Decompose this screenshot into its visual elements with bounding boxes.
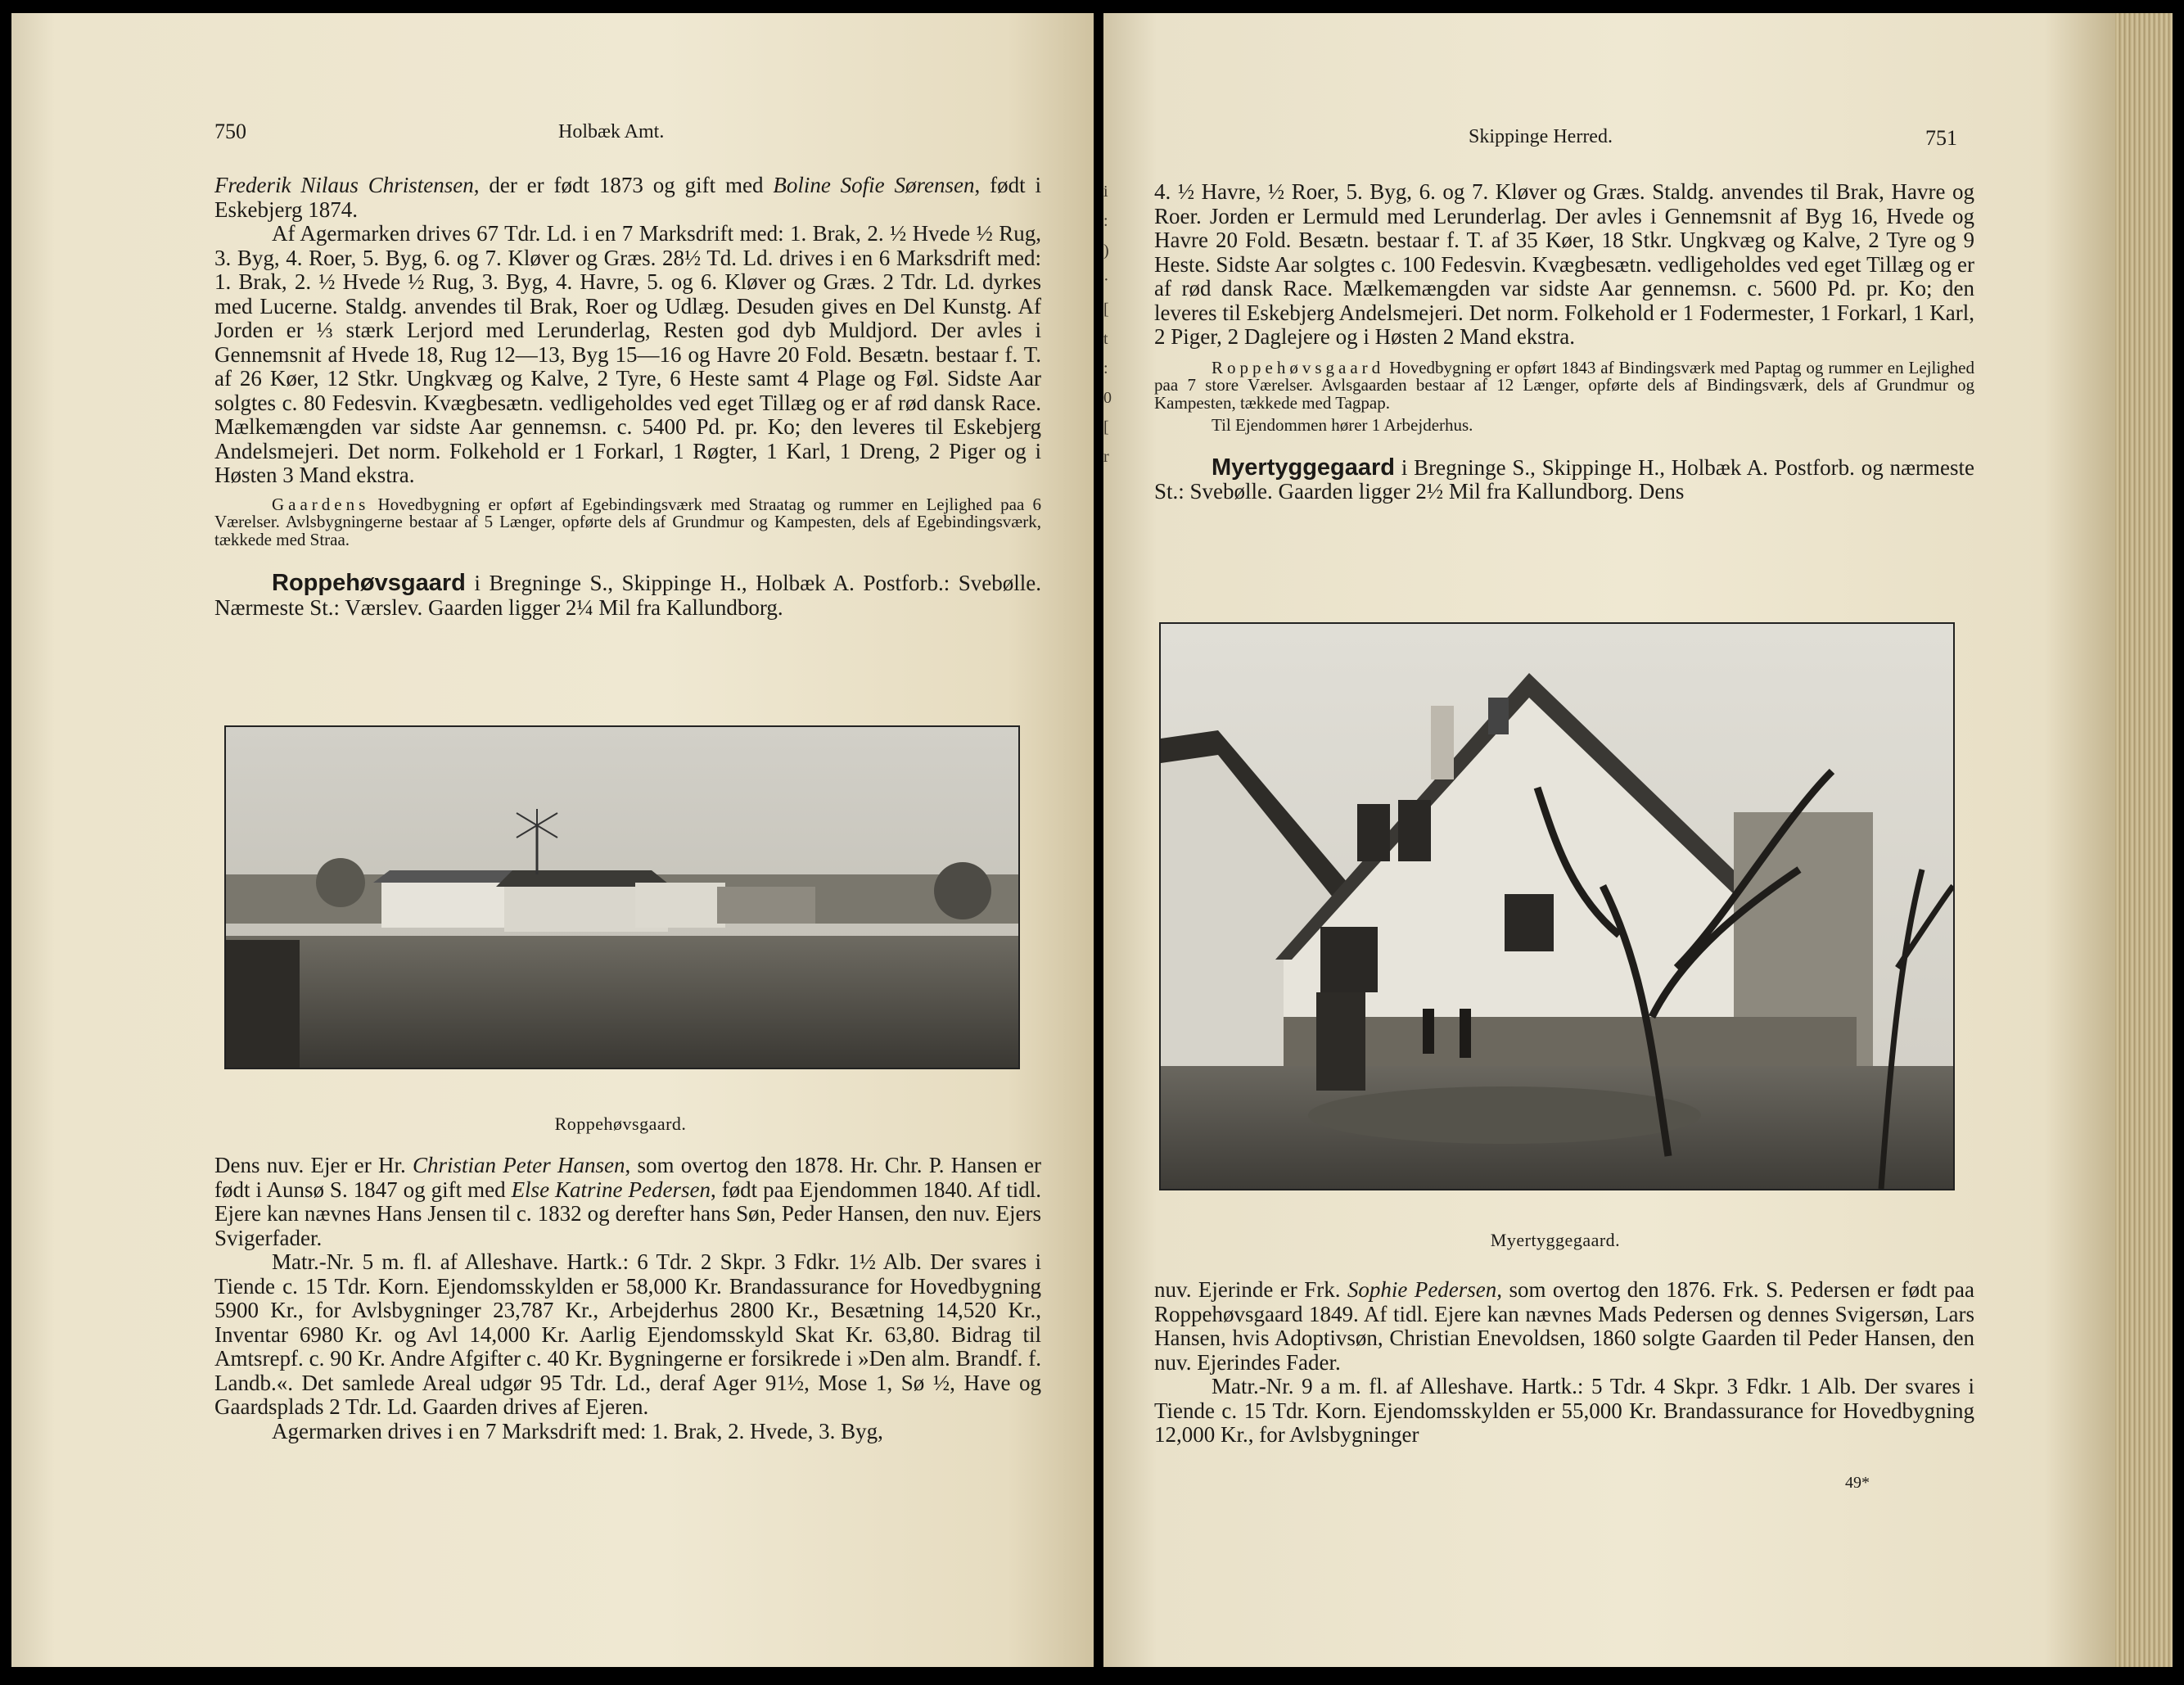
- left-text-top: [214, 174, 1041, 620]
- signature-mark: 49*: [1845, 1474, 1870, 1492]
- paragraph: 4. ½ Havre, ½ Roer, 5. Byg, 6. og 7. Kløver og Græs. Staldg. anvendes til Brak, Havre og Roer. Jorden er Lermuld med Lerunderlag. Der avles i Gennemsnit af Byg 16, Hvede og Havre 20 Fold. Besætn. bestaar f. T. af 35 Køer, 18 Stkr. Ungkvæg og Kalve, 2 Tyre og 9 Heste. Sidste Aar solgtes c. 100 Fedesvin. Kvægbesætn. vedligeholdes ved eget Tillæg og er af rød dansk Race. Mælkemængden var sidste Aar gennemsn. c. 5600 Pd. pr. Ko; den leveres til Eskebjerg Andelsmejeri. Det norm. Folkehold er 1 Fodermester, 1 Forkarl, 1 Karl, 2 Piger, 2 Daglejere og i Høsten 2 Mand ekstra.: [1154, 179, 1974, 349]
- text-run: , født i Eskebjerg 1874.: [214, 173, 1041, 222]
- person-name: Frederik Nilaus Christensen: [214, 173, 474, 197]
- farm-name: Roppehøvsgaard: [272, 570, 466, 596]
- text-run: nuv. Ejerinde er Frk.: [1154, 1277, 1347, 1302]
- farm-heading: [214, 571, 1041, 620]
- farmhouse-image: [1161, 624, 1953, 1189]
- text-run: , født paa Ejendommen 1840. Af tidl. Ejere kan nævnes Hans Jensen til c. 1832 og derefter hans Søn, Peder Hansen, den nuv. Ejers Svigerfader.: [214, 1177, 1041, 1250]
- photo-caption: Roppehøvsgaard.: [554, 1114, 687, 1134]
- paragraph: Matr.-Nr. 5 m. fl. af Alleshave. Hartk.: 6 Tdr. 2 Skpr. 3 Fdkr. 1½ Alb. Der svares i Tiende c. 15 Tdr. Korn. Ejendomsskylden er 58,000 Kr. Brandassurance for Hovedbygning 5900 Kr., for Avlsbygninger 23,787 Kr., Arbejderhus 2800 Kr., Besætning 14,520 Kr., Inventar 6980 Kr. og Avl 14,000 Kr. Aarlig Ejendomsskyld Skat Kr. 63,80. Bidrag til Amtsrepf. c. 90 Kr. Andre Afgifter c. 40 Kr. Bygningerne er forsikrede i »Den alm. Brandf. f. Landb.«. Det samlede Areal udgør 95 Tdr. Ld., deraf Ager 91½, Mose 1, Sø ½, Have og Gaardsplads 2 Tdr. Ld. Gaarden drives af Ejeren.: [214, 1249, 1041, 1419]
- paragraph: Af Agermarken drives 67 Tdr. Ld. i en 7 Marksdrift med: 1. Brak, 2. ½ Hvede ½ Rug, 3. Byg, 4. Roer, 5. Byg, 6. og 7. Kløver og Græs. 28½ Td. Ld. drives i en 6 Marksdrift med: 1. Brak, 2. ½ Hvede ½ Rug, 3. Byg, 4. Havre, 5. og 6. Kløver og Græs. 2 Tdr. Ld. dyrkes med Lucerne. Staldg. anvendes til Brak, Roer og Udlæg. Desuden gives en Del Kunstg. Af Jorden er ⅓ stærk Lerjord med Lerunderlag, Resten god dyb Muldjord. Der avles i Gennemsnit af Hvede 18, Rug 12—13, Byg 15—16 og Havre 20 Fold. Besætn. bestaar f. T. af 26 Køer, 12 Stkr. Ungkvæg og Kalve, 2 Tyre, 6 Heste samt 4 Plage og Føl. Sidste Aar solgtes c. 80 Fedesvin. Kvægbesætn. vedligeholdes ved eget Tillæg og er af rød dansk Race. Mælkemængden var sidste Aar gennemsn. c. 5400 Pd. pr. Ko; den leveres til Eskebjerg Andelsmejeri. Det norm. Folkehold er 1 Forkarl, 1 Røgter, 1 Karl, 1 Dreng, 2 Piger og i Høsten 3 Mand ekstra.: [214, 221, 1041, 487]
- text-run: i Bregninge S., Skippinge H., Holbæk A. Postforb. og nærmeste St.: Svebølle. Gaarden ligger 2½ Mil fra Kallundborg. Dens: [1154, 454, 1974, 504]
- spaced-word: Gaardens: [272, 494, 370, 514]
- text-run: Dens nuv. Ejer er Hr.: [214, 1153, 413, 1177]
- spaced-word: Roppehøvsgaard: [1212, 357, 1385, 377]
- person-name: Boline Sofie Sørensen: [773, 173, 975, 197]
- building-note: [1154, 359, 1974, 413]
- farm-heading: [1154, 456, 1974, 504]
- paragraph: [1154, 1278, 1974, 1375]
- person-name: Christian Peter Hansen: [412, 1153, 625, 1177]
- text-run: Hovedbygning er opført 1843 af Bindingsværk med Paptag og rummer en Lejlighed paa 7 store Værelser. Avlsgaarden bestaar af 12 Længer, opførte dels af Bindingsværk, dels af Grundmur og Kampesten, tækkede med Tagpap.: [1154, 357, 1974, 413]
- paragraph: [214, 174, 1041, 222]
- building-note-2: Til Ejendommen hører 1 Arbejderhus.: [1212, 415, 1473, 435]
- left-text-bottom: [214, 1154, 1041, 1443]
- page-edges: [2115, 13, 2173, 1667]
- text-run: som overtog den 1876. Frk. S. Pedersen er født paa Roppehøvsgaard 1849. Af tidl. Ejere kan nævnes Mads Pedersen og dennes Svigersøn, Lars Hansen, hvis Adoptivsøn, Christian Enevoldsen, 1860 solgte Gaarden til Peder Hansen, den nuv. Ejerindes Fader.: [1154, 1277, 1974, 1375]
- left-page: [11, 13, 1094, 1667]
- right-text-top: [1154, 180, 1974, 504]
- running-head: Skippinge Herred.: [1469, 126, 1613, 147]
- page-number: 750: [214, 120, 246, 143]
- building-note: [214, 496, 1041, 549]
- text-run: , som overtog den 1878. Hr. Chr. P. Hansen er født i Aunsø S. 1847 og gift med: [214, 1153, 1041, 1202]
- paragraph: [214, 1154, 1041, 1250]
- farm-photo-roppehovsgaard: [224, 725, 1020, 1069]
- person-name: Sophie Pedersen,: [1347, 1277, 1503, 1302]
- right-text-bottom: [1154, 1278, 1974, 1448]
- page-number: 751: [1925, 126, 1957, 150]
- farm-photo-myertyggegaard: [1159, 622, 1955, 1190]
- paragraph: Agermarken drives i en 7 Marksdrift med: 1. Brak, 2. Hvede, 3. Byg,: [272, 1418, 883, 1443]
- paragraph: Matr.-Nr. 9 a m. fl. af Alleshave. Hartk.: 5 Tdr. 4 Skpr. 3 Fdkr. 1 Alb. Der svares i Tiende c. 15 Tdr. Korn. Ejendomsskylden er 55,000 Kr. Brandassurance for Hovedbygning 12,000 Kr., for Avlsbygninger: [1154, 1374, 1974, 1447]
- gutter-text-fragments: i : ) · [ t : 0 [ r: [1103, 183, 1112, 466]
- farm-name: Myertyggegaard: [1212, 454, 1396, 481]
- running-head: Holbæk Amt.: [558, 121, 665, 142]
- text-run: Hovedbygning er opført af Egebindingsværk med Straatag og rummer en Lejlighed paa 6 Værelser. Avlsbygningerne bestaar af 5 Længer, opførte dels af Grundmur og Kampesten, dels af Egebindingsværk, tækkede med Straa.: [214, 494, 1041, 549]
- person-name: Else Katrine Pedersen: [511, 1177, 711, 1202]
- text-run: , der er født 1873 og gift med: [473, 173, 774, 197]
- landscape-image: [226, 727, 1018, 1068]
- photo-caption: Myertyggegaard.: [1490, 1230, 1621, 1250]
- text-run: i Bregninge S., Skippinge H., Holbæk A. Postforb.: Svebølle. Nærmeste St.: Værslev. Gaarden ligger 2¼ Mil fra Kallundborg.: [214, 571, 1041, 620]
- right-page: [1103, 13, 2173, 1667]
